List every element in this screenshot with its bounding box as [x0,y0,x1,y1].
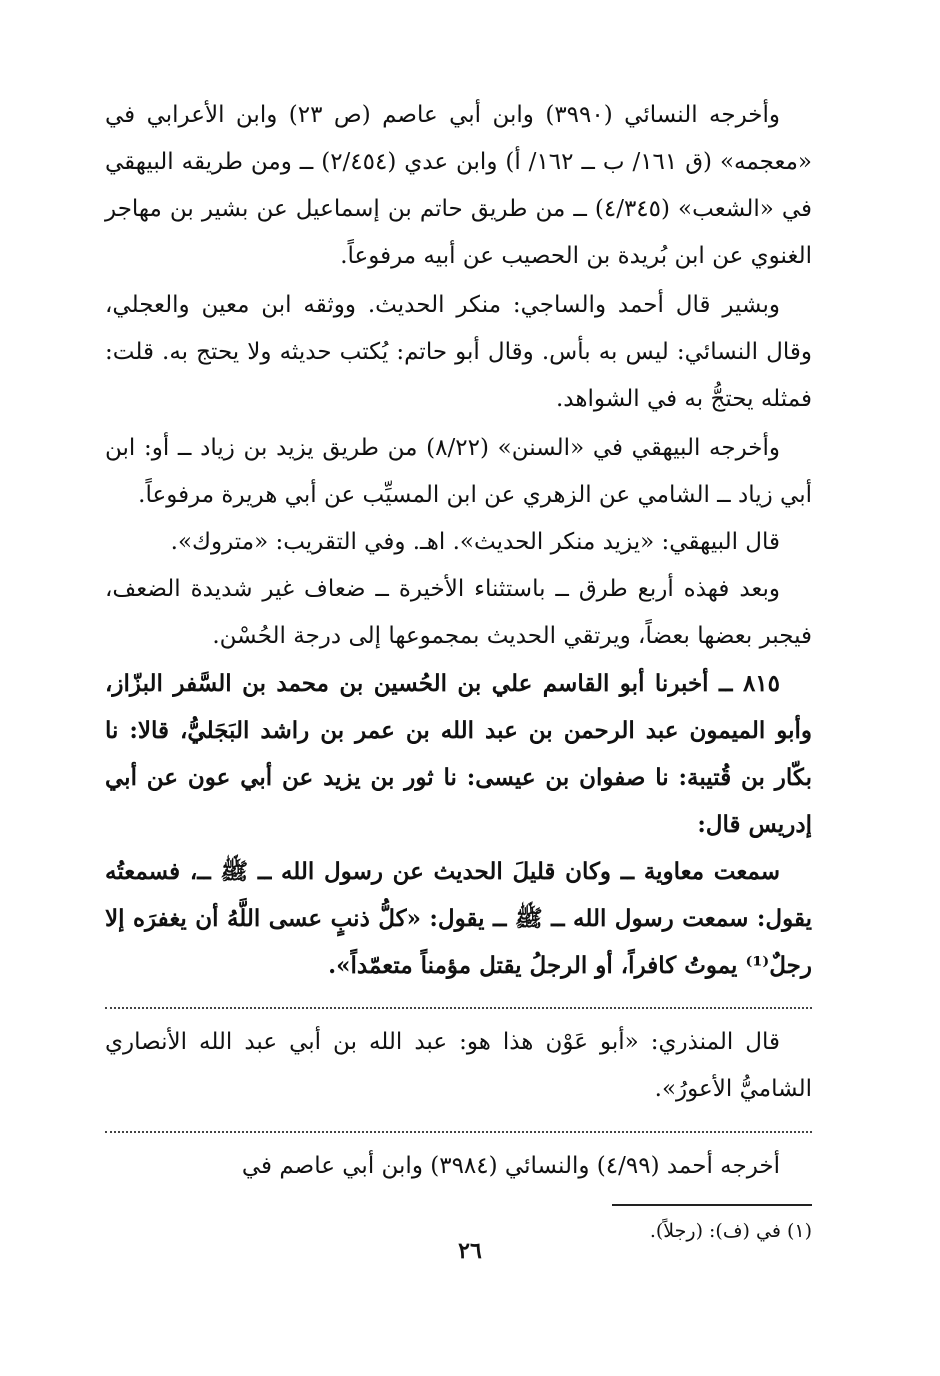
takhrij-paragraph-1: وأخرجه النسائي (٣٩٩٠) وابن أبي عاصم (ص ٢٣) وابن الأعرابي في «معجمه» (ق ١٦١/ ب ــ ١٦٢/ أ) وابن عدي (٢/٤٥٤) ــ ومن طريقه البيهقي في «الشعب» (٤/٣٤٥) ــ من طريق حاتم بن إسماعيل عن بشير بن مهاجر الغنوي عن ابن بُريدة بن الحصيب عن أبيه مرفوعاً. [105,102,813,269]
footnote: (١) في (ف): (رجلاً). [649,1220,812,1242]
mundhiri-note: قال المنذري: «أبو عَوْن هذا هو: عبد الله بن أبي عبد الله الأنصاري الشاميُّ الأعورُ». [105,1029,812,1102]
hadith-isnad: ٨١٥ ــ أخبرنا أبو القاسم علي بن الحُسين بن محمد بن السَّفر البزّاز، وأبو الميمون عبد الرحمن بن عبد الله بن عمر بن راشد البَجَليُّ، قالا: نا بكّار بن قُتيبة: نا صفوان بن عيسى: نا ثور بن يزيد عن أبي عون عن أبي إدريس قال: [105,670,812,838]
takhrij-paragraph-2: وأخرجه البيهقي في «السنن» (٨/٢٢) من طريق يزيد بن زياد ــ أو: ابن أبي زياد ــ الشامي عن الزهري عن ابن المسيِّب عن أبي هريرة مرفوعاً. [105,435,812,508]
hadith-matn: سمعت معاوية ــ وكان قليلَ الحديث عن رسول الله ــ ﷺ ــ، فسمعتُه يقول: سمعت رسول الله ــ ﷺ ــ يقول: «كلُّ ذنبٍ عسى اللَّهُ أن يغفرَه إلا رجلٌ⁽¹⁾ يموتُ كافراً، أو الرجلُ يقتل مؤمناً متعمّداً». [105,858,812,979]
dotted-separator-2 [105,1131,812,1133]
bayhaqi-verdict-paragraph: قال البيهقي: «يزيد منكر الحديث». اهـ. وفي التقريب: «متروك». [170,529,780,555]
page-body [105,92,812,1376]
conclusion-paragraph: وبعد فهذه أربع طرق ــ باستثناء الأخيرة ــ ضعاف غير شديدة الضعف، فيجبر بعضها بعضاً، ويرتقي الحديث بمجموعها إلى درجة الحُسْن. [105,576,812,649]
dotted-separator-1 [105,1007,812,1009]
narrator-criticism-paragraph: وبشير قال أحمد والساجي: منكر الحديث. ووثقه ابن معين والعجلي، وقال النسائي: ليس به بأس. وقال أبو حاتم: يُكتب حديثه ولا يحتج به. قلت: فمثله يحتجُّ به في الشواهد. [105,292,812,412]
takhrij-continuation: أخرجه أحمد (٤/٩٩) والنسائي (٣٩٨٤) وابن أبي عاصم في [241,1153,780,1179]
page-number: ٢٦ [458,1238,482,1264]
footnote-rule [612,1204,812,1206]
